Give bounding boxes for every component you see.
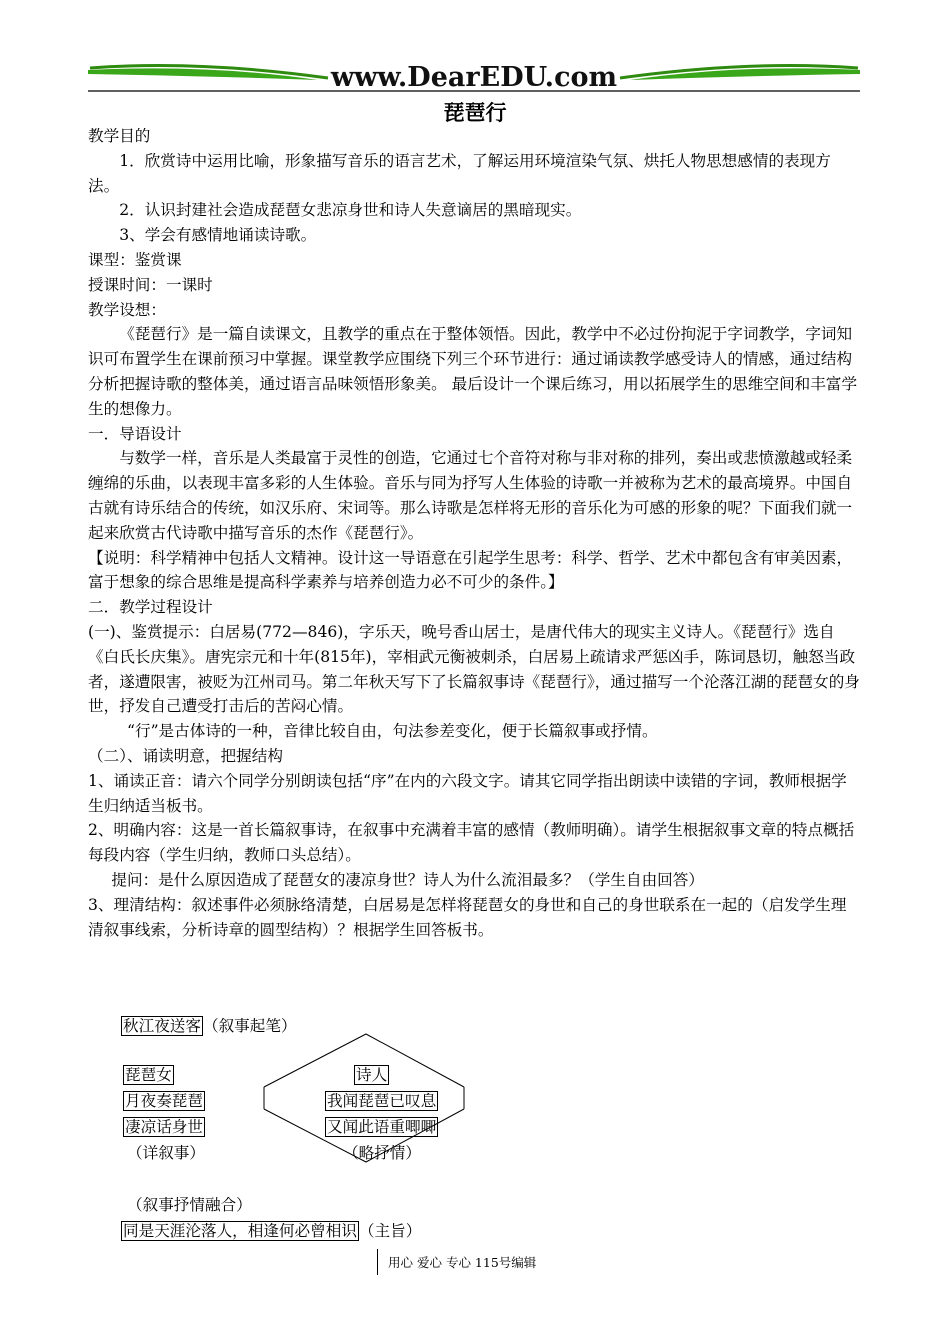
diagram-left-item: 月夜奏琵琶 [125,1092,203,1110]
diagram-top-note: （叙事起笔） [202,1017,297,1035]
diagram-left-item: 琵琶女 [125,1066,172,1084]
page-footer: 用心 爱心 专心 115号编辑 [388,1255,537,1270]
diagram-right-item: 又闻此语重唧唧 [327,1118,437,1136]
paragraph: 《琵琶行》是一篇自读课文，且教学的重点在于整体领悟。因此，教学中不必过份拘泥于字词教学，字词知识可布置学生在课前预习中掌握。课堂教学应围绕下列三个环节进行：通过诵读教学感受诗人的情感，通过结构分析把握诗歌的整体美，通过语言品味领悟形象美。 最后设计一个课后练习，用以拓展学生的思维空间和丰富学生的想像力。 [88,325,858,418]
paragraph: 3、理清结构：叙述事件必须脉络清楚，白居易是怎样将琵琶女的身世和自己的身世联系在一起的（启发学生理清叙事线索，分析诗章的圆型结构）？根据学生回答板书。 [88,895,847,939]
footer-divider [377,1249,378,1275]
section-heading: 教学设想： [88,300,166,319]
section-heading: 教学目的 [88,127,151,145]
diagram-top-row [121,1015,297,1037]
diagram-left-item: 凄凉话身世 [125,1118,203,1136]
page-title: 琵琶行 [443,101,507,125]
note-paragraph: 【说明：科学精神中包括人文精神。设计这一导语意在引起学生思考：科学、哲学、艺术中都包含有审美因素，富于想象的综合思维是提高科学素养与培养创造力必不可少的条件。】 [88,548,853,592]
subsection-heading: （二）、诵读明意，把握结构 [88,746,283,765]
paragraph: 2．认识封建社会造成琵琶女悲凉身世和诗人失意谪居的黑暗现实。 [119,201,582,220]
paragraph: (一)、鉴赏提示：白居易(772—846)，字乐天，晚号香山居士，是唐代伟大的现实主义诗人。《琵琶行》选自《白氏长庆集》。唐宪宗元和十年(815年)，宰相武元衡被刺杀，白居易上疏请求严惩凶手，陈词恳切，触怒当政者，遂遭限害，被贬为江州司马。第二年秋天写下了长篇叙事诗《琵琶行》，通过描写一个沦落江湖的琵琶女的身世，抒发自己遭受打击后的苦闷心情。 [88,622,860,716]
diagram-top-box: 秋江夜送客 [123,1017,201,1035]
diagram-bottom-note: （主旨） [358,1222,422,1240]
diagram-right-item: 诗人 [356,1066,388,1084]
diagram-merge-note: （叙事抒情融合） [127,1196,252,1214]
paragraph: 提问：是什么原因造成了琵琶女的凄凉身世？诗人为什么流泪最多？（学生自由回答） [111,870,704,889]
paragraph: 1．欣赏诗中运用比喻，形象描写音乐的语言艺术，了解运用环境渲染气氛、烘托人物思想感情的表现方法。 [88,151,831,195]
diagram-right-item: 我闻琵琶已叹息 [327,1092,437,1110]
site-logo-text: www.DearEDU.com [330,62,618,93]
paragraph: 3、学会有感情地诵读诗歌。 [119,226,317,245]
paragraph: 1、诵读正音：请六个同学分别朗读包括“序”在内的六段文字。请其它同学指出朗读中读错的字词，教师根据学生归纳适当板书。 [88,771,847,815]
paragraph: 课型：鉴赏课 [88,250,182,269]
paragraph: 与数学一样，音乐是人类最富于灵性的创造，它通过七个音符对称与非对称的排列，奏出或悲愤激越或轻柔缠绵的乐曲，以表现丰富多彩的人生体验。音乐与同为抒写人生体验的诗歌一并被称为艺术的最高境界。中国自古就有诗乐结合的传统，如汉乐府、宋词等。那么诗歌是怎样将无形的音乐化为可感的形象的呢？下面我们就一起来欣赏古代诗歌中描写音乐的杰作《琵琶行》。 [88,449,853,542]
diagram-bottom-row [121,1220,421,1242]
site-banner [88,58,860,94]
section-heading: 一．导语设计 [88,424,182,443]
diagram-bottom-box: 同是天涯沦落人，相逢何必曾相识 [123,1222,357,1240]
paragraph: 授课时间：一课时 [88,275,213,294]
section-heading: 二．教学过程设计 [88,598,213,617]
diagram-right-note: （略抒情） [343,1144,421,1162]
diagram-left-note: （详叙事） [127,1144,205,1162]
paragraph: 2、明确内容：这是一首长篇叙事诗，在叙事中充满着丰富的感情（教师明确）。请学生根据叙事文章的特点概括每段内容（学生归纳，教师口头总结）。 [88,821,855,865]
document-body [88,124,862,942]
paragraph: “行”是古体诗的一种，音律比较自由，句法参差变化，便于长篇叙事或抒情。 [127,722,658,741]
